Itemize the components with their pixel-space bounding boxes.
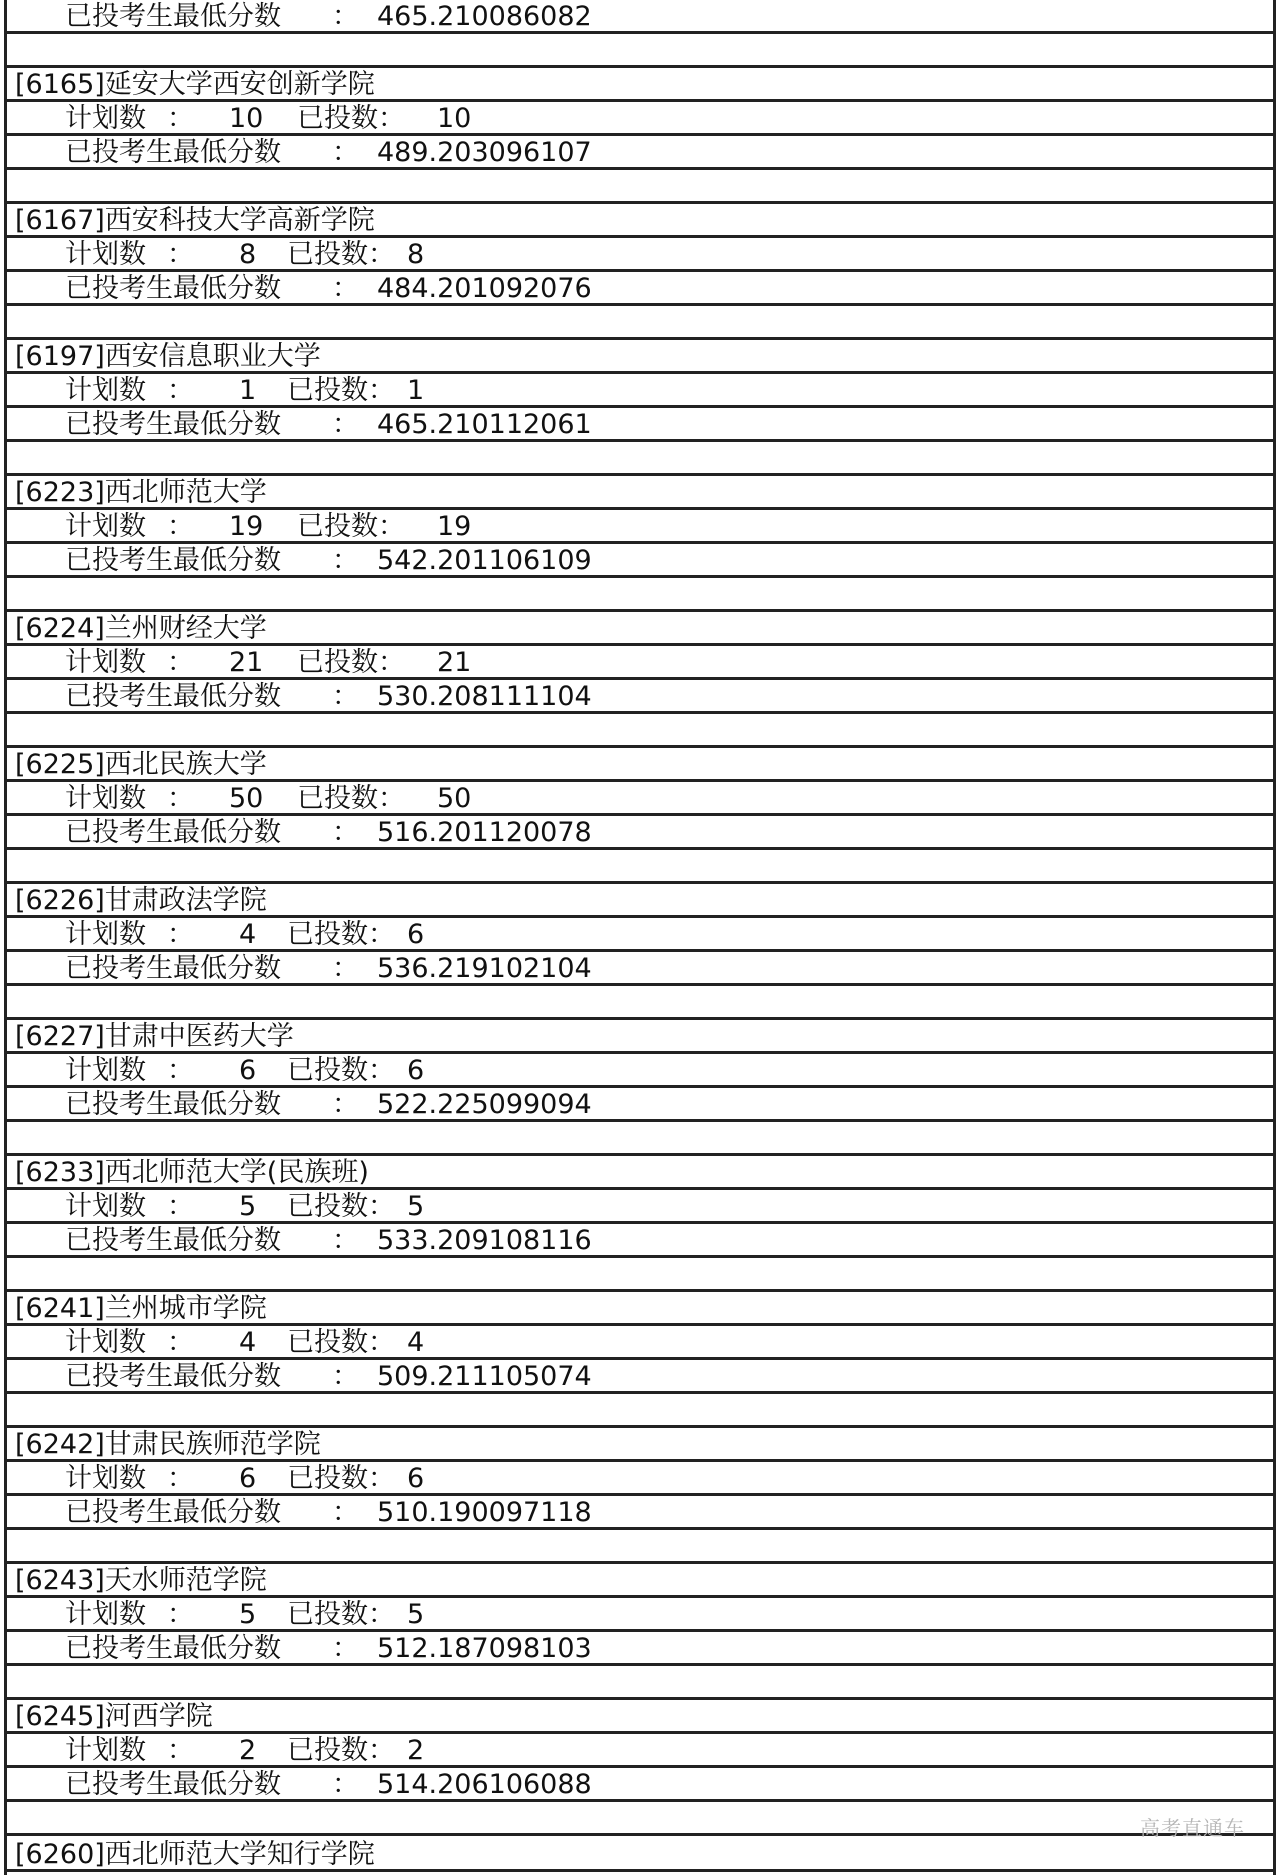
plan-value: 6 [239, 1055, 257, 1086]
plan-value: 10 [229, 103, 264, 134]
cast-label: 已投数： [297, 647, 405, 678]
plan-row [7, 1326, 1273, 1360]
min-score-row [7, 952, 1273, 986]
plan-label: 计划数 [65, 511, 146, 542]
min-score-colon: ： [332, 1, 359, 32]
min-score-value: 516.201120078 [377, 817, 592, 848]
plan-row [7, 918, 1273, 952]
plan-value: 5 [239, 1191, 257, 1222]
school-header [7, 612, 1273, 646]
blank-row [7, 1666, 1273, 1700]
plan-value: 8 [239, 239, 257, 270]
plan-label: 计划数 [65, 783, 146, 814]
min-score-colon: ： [332, 681, 359, 712]
plan-row [7, 1598, 1273, 1632]
plan-colon: ： [167, 1599, 194, 1630]
school-header [7, 340, 1273, 374]
cast-label: 已投数： [297, 783, 405, 814]
blank-row [7, 1530, 1273, 1564]
plan-colon: ： [167, 375, 194, 406]
min-score-row [7, 1360, 1273, 1394]
plan-row [7, 1734, 1273, 1768]
school-header-text: [6233]西北师范大学(民族班) [15, 1157, 369, 1188]
min-score-label: 已投考生最低分数 [65, 409, 281, 440]
school-header [7, 884, 1273, 918]
school-header-text: [6225]西北民族大学 [15, 749, 267, 780]
cast-value: 6 [407, 1055, 425, 1086]
min-score-value: 536.219102104 [377, 953, 592, 984]
min-score-label: 已投考生最低分数 [65, 681, 281, 712]
cast-label: 已投数： [297, 103, 405, 134]
min-score-row [7, 816, 1273, 850]
plan-value: 50 [229, 783, 264, 814]
min-score-label: 已投考生最低分数 [65, 1769, 281, 1800]
cast-label: 已投数： [287, 919, 395, 950]
school-header-text: [6197]西安信息职业大学 [15, 341, 321, 372]
plan-colon: ： [167, 1463, 194, 1494]
blank-row [7, 578, 1273, 612]
min-score-label: 已投考生最低分数 [65, 545, 281, 576]
min-score-row [7, 1224, 1273, 1258]
plan-colon: ： [167, 783, 194, 814]
min-score-colon: ： [332, 1769, 359, 1800]
min-score-value: 522.225099094 [377, 1089, 592, 1120]
plan-colon: ： [167, 1327, 194, 1358]
min-score-row [7, 544, 1273, 578]
blank-row [7, 986, 1273, 1020]
plan-value: 4 [239, 919, 257, 950]
min-score-value: 484.201092076 [377, 273, 592, 304]
min-score-row [7, 1088, 1273, 1122]
min-score-colon: ： [332, 137, 359, 168]
cast-value: 5 [407, 1599, 425, 1630]
min-score-value: 512.187098103 [377, 1633, 592, 1664]
plan-label: 计划数 [65, 1327, 146, 1358]
min-score-value: 510.190097118 [377, 1497, 592, 1528]
cast-value: 8 [407, 239, 425, 270]
plan-value: 19 [229, 511, 264, 542]
min-score-row [7, 136, 1273, 170]
min-score-label: 已投考生最低分数 [65, 1497, 281, 1528]
plan-value: 6 [239, 1463, 257, 1494]
plan-value: 4 [239, 1327, 257, 1358]
plan-colon: ： [167, 103, 194, 134]
cast-label: 已投数： [287, 1463, 395, 1494]
cast-value: 4 [407, 1327, 425, 1358]
min-score-row [7, 1768, 1273, 1802]
plan-colon: ： [167, 239, 194, 270]
school-header [7, 1292, 1273, 1326]
blank-row [7, 34, 1273, 68]
school-header [7, 1564, 1273, 1598]
school-header [7, 476, 1273, 510]
plan-colon: ： [167, 1055, 194, 1086]
min-score-label: 已投考生最低分数 [65, 953, 281, 984]
blank-row [7, 306, 1273, 340]
cast-label: 已投数： [287, 239, 395, 270]
school-header-text: [6242]甘肃民族师范学院 [15, 1429, 321, 1460]
plan-label: 计划数 [65, 1191, 146, 1222]
school-header-text: [6224]兰州财经大学 [15, 613, 267, 644]
min-score-value: 465.210112061 [377, 409, 592, 440]
school-header-text: [6165]延安大学西安创新学院 [15, 69, 375, 100]
plan-label: 计划数 [65, 239, 146, 270]
min-score-label: 已投考生最低分数 [65, 1633, 281, 1664]
plan-row [7, 510, 1273, 544]
school-header [7, 204, 1273, 238]
min-score-colon: ： [332, 953, 359, 984]
min-score-row [7, 408, 1273, 442]
plan-label: 计划数 [65, 919, 146, 950]
plan-colon: ： [167, 919, 194, 950]
cast-label: 已投数： [287, 1599, 395, 1630]
school-header-text: [6260]西北师范大学知行学院 [15, 1839, 375, 1870]
plan-row [7, 1190, 1273, 1224]
min-score-colon: ： [332, 409, 359, 440]
min-score-colon: ： [332, 545, 359, 576]
plan-row [7, 646, 1273, 680]
min-score-row [7, 272, 1273, 306]
plan-row [7, 1054, 1273, 1088]
school-header [7, 748, 1273, 782]
cast-value: 21 [437, 647, 472, 678]
min-score-label: 已投考生最低分数 [65, 1089, 281, 1120]
cast-value: 2 [407, 1735, 425, 1766]
cast-label: 已投数： [287, 1055, 395, 1086]
blank-row [7, 1258, 1273, 1292]
blank-row [7, 1394, 1273, 1428]
school-header [7, 1838, 1273, 1872]
min-score-row [7, 1496, 1273, 1530]
plan-label: 计划数 [65, 1055, 146, 1086]
school-header [7, 1156, 1273, 1190]
min-score-label: 已投考生最低分数 [65, 137, 281, 168]
cast-label: 已投数： [287, 1191, 395, 1222]
plan-value: 5 [239, 1599, 257, 1630]
plan-colon: ： [167, 511, 194, 542]
school-header [7, 68, 1273, 102]
blank-row [7, 714, 1273, 748]
cast-label: 已投数： [287, 1735, 395, 1766]
min-score-value: 542.201106109 [377, 545, 592, 576]
cast-label: 已投数： [287, 375, 395, 406]
cast-value: 50 [437, 783, 472, 814]
min-score-colon: ： [332, 1633, 359, 1664]
min-score-label: 已投考生最低分数 [65, 273, 281, 304]
plan-label: 计划数 [65, 375, 146, 406]
score-table [4, 0, 1276, 1875]
min-score-value: 514.206106088 [377, 1769, 592, 1800]
watermark: 高考直通车 [1140, 1816, 1245, 1840]
plan-row [7, 238, 1273, 272]
plan-label: 计划数 [65, 1463, 146, 1494]
plan-value: 2 [239, 1735, 257, 1766]
school-header-text: [6223]西北师范大学 [15, 477, 267, 508]
school-header-text: [6243]天水师范学院 [15, 1565, 267, 1596]
cast-value: 6 [407, 1463, 425, 1494]
school-header-text: [6241]兰州城市学院 [15, 1293, 267, 1324]
plan-label: 计划数 [65, 647, 146, 678]
plan-row [7, 102, 1273, 136]
min-score-colon: ： [332, 1089, 359, 1120]
plan-row [7, 1462, 1273, 1496]
plan-value: 21 [229, 647, 264, 678]
cast-value: 10 [437, 103, 472, 134]
plan-colon: ： [167, 1735, 194, 1766]
school-header [7, 1428, 1273, 1462]
min-score-colon: ： [332, 1497, 359, 1528]
min-score-colon: ： [332, 273, 359, 304]
min-score-value: 465.210086082 [377, 1, 592, 32]
blank-row [7, 1802, 1273, 1836]
plan-value: 1 [239, 375, 257, 406]
min-score-value: 509.211105074 [377, 1361, 592, 1392]
school-header-text: [6167]西安科技大学高新学院 [15, 205, 375, 236]
plan-row [7, 374, 1273, 408]
min-score-label: 已投考生最低分数 [65, 1361, 281, 1392]
plan-colon: ： [167, 647, 194, 678]
min-score-colon: ： [332, 1225, 359, 1256]
cast-value: 1 [407, 375, 425, 406]
cast-value: 19 [437, 511, 472, 542]
plan-label: 计划数 [65, 103, 146, 134]
cast-value: 5 [407, 1191, 425, 1222]
min-score-value: 489.203096107 [377, 137, 592, 168]
min-score-label: 已投考生最低分数 [65, 1, 281, 32]
school-header-text: [6226]甘肃政法学院 [15, 885, 267, 916]
school-header [7, 1020, 1273, 1054]
min-score-colon: ： [332, 817, 359, 848]
min-score-label: 已投考生最低分数 [65, 1225, 281, 1256]
cast-value: 6 [407, 919, 425, 950]
min-score-colon: ： [332, 1361, 359, 1392]
table-row [7, 0, 1273, 34]
school-header-text: [6245]河西学院 [15, 1701, 213, 1732]
min-score-value: 530.208111104 [377, 681, 592, 712]
min-score-value: 533.209108116 [377, 1225, 592, 1256]
min-score-row [7, 680, 1273, 714]
blank-row [7, 170, 1273, 204]
plan-label: 计划数 [65, 1735, 146, 1766]
blank-row [7, 850, 1273, 884]
cast-label: 已投数： [287, 1327, 395, 1358]
cast-label: 已投数： [297, 511, 405, 542]
plan-colon: ： [167, 1191, 194, 1222]
blank-row [7, 442, 1273, 476]
school-header-text: [6227]甘肃中医药大学 [15, 1021, 294, 1052]
blank-row [7, 1122, 1273, 1156]
min-score-label: 已投考生最低分数 [65, 817, 281, 848]
min-score-row [7, 1632, 1273, 1666]
plan-row [7, 782, 1273, 816]
school-header [7, 1700, 1273, 1734]
plan-label: 计划数 [65, 1599, 146, 1630]
